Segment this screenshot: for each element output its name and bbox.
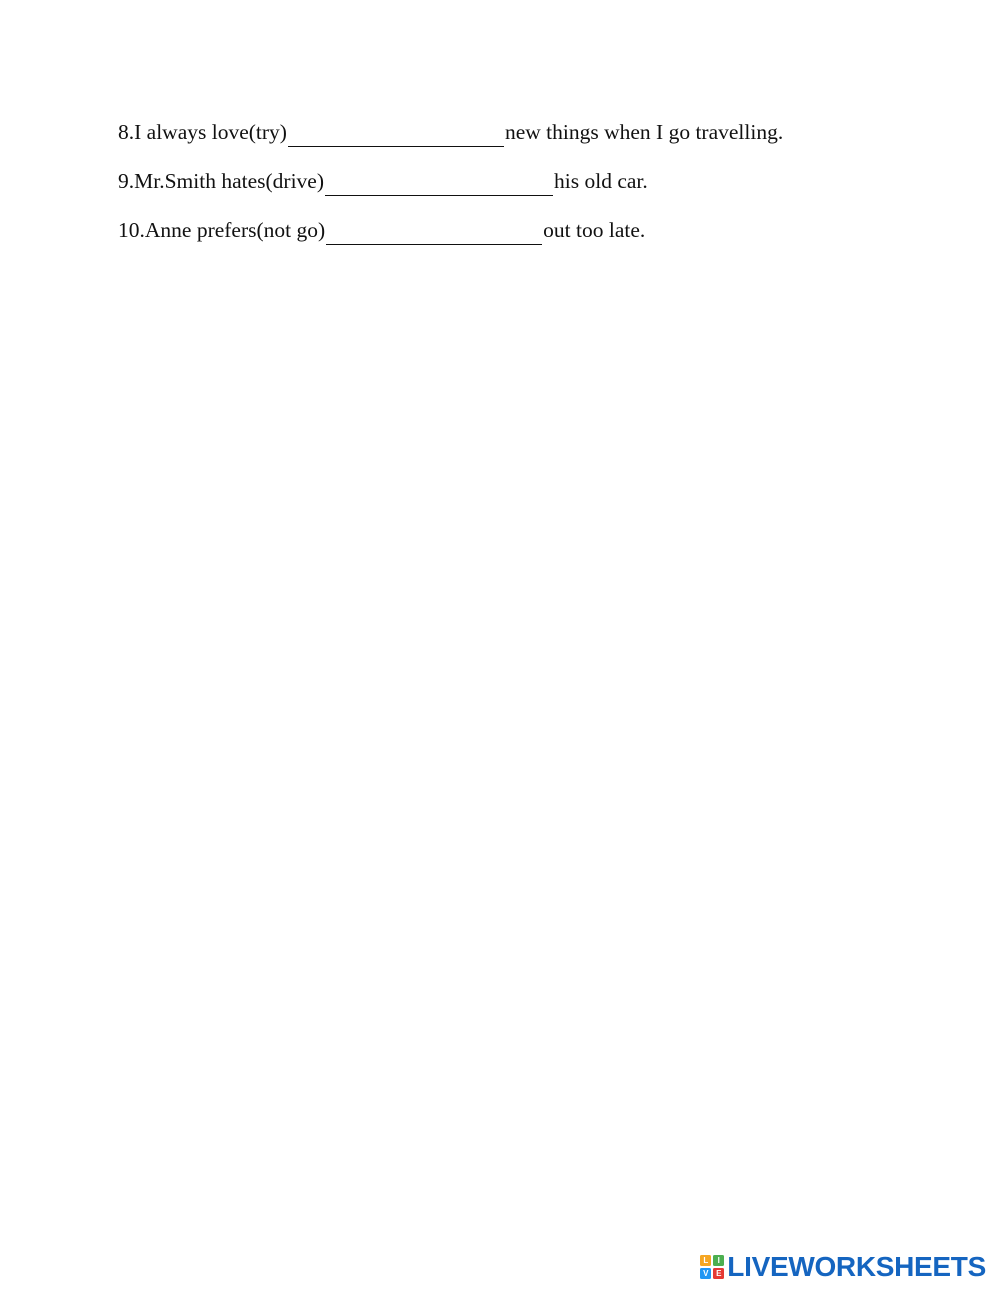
question-9-suffix: his old car. bbox=[554, 169, 648, 193]
liveworksheets-logo-icon bbox=[700, 1255, 724, 1279]
question-9-answer-input[interactable] bbox=[325, 175, 553, 196]
question-8-prompt: 8.I always love(try) bbox=[118, 120, 287, 144]
question-8-answer-input[interactable] bbox=[288, 126, 504, 147]
question-10-prompt: 10.Anne prefers(not go) bbox=[118, 218, 326, 242]
question-10-answer-input[interactable] bbox=[326, 224, 542, 245]
logo-tile-e: E bbox=[713, 1268, 724, 1279]
question-8-suffix: new things when I go travelling. bbox=[504, 120, 784, 144]
logo-tile-i: I bbox=[713, 1255, 724, 1266]
logo-tile-v: V bbox=[700, 1268, 711, 1279]
question-10 bbox=[118, 216, 958, 244]
liveworksheets-logo-text: LIVEWORKSHEETS bbox=[727, 1251, 986, 1282]
question-9 bbox=[118, 167, 958, 195]
logo-tile-l: L bbox=[700, 1255, 711, 1266]
liveworksheets-logo bbox=[700, 1252, 986, 1282]
question-8 bbox=[118, 118, 958, 146]
question-9-prompt: 9.Mr.Smith hates(drive) bbox=[118, 169, 325, 193]
question-10-suffix: out too late. bbox=[543, 218, 646, 242]
worksheet-content bbox=[118, 118, 958, 265]
